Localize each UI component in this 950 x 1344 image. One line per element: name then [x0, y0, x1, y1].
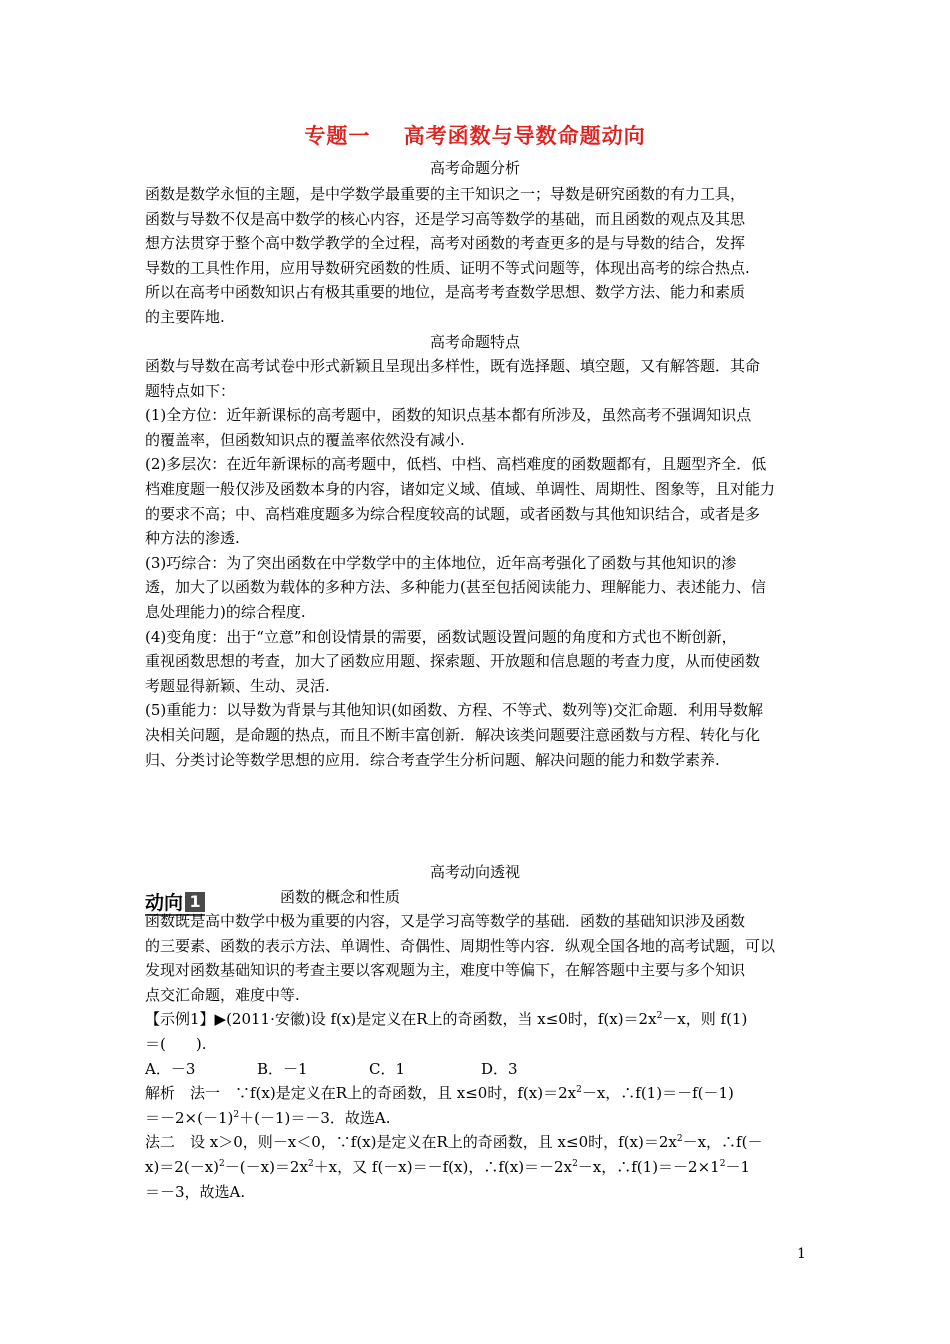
text-line: 所以在高考中函数知识占有极其重要的地位，是高考考查数学思想、数学方法、能力和素质: [145, 283, 746, 302]
text-line: 函数与导数不仅是高中数学的核心内容，还是学习高等数学的基础，而且函数的观点及其思: [145, 209, 746, 228]
solution-line: 解析 法一 ∵f(x)是定义在R上的奇函数，且 x≤0时，$f(x)=2x^2-x$，∴f(1)＝－f(－1): [145, 1084, 734, 1103]
text-line: (4)变角度：出于“立意”和创设情景的需要，函数试题设置问题的角度和方式也不断创新，: [145, 627, 737, 646]
text-line: 考题显得新颖、生动、灵活.: [145, 676, 330, 695]
text-line: 的要求不高；中、高档难度题多为综合程度较高的试题，或者函数与其他知识结合，或者是多: [145, 504, 761, 523]
text-line: 导数的工具性作用，应用导数研究函数的性质、证明不等式问题等，体现出高考的综合热点.: [145, 258, 750, 277]
text-line: 的覆盖率，但函数知识点的覆盖率依然没有减小.: [145, 430, 465, 449]
text-line: 档难度题一般仅涉及函数本身的内容，诸如定义域、值域、单调性、周期性、图象等，且对能力: [145, 479, 776, 498]
example-question-cont: ＝( ).: [145, 1034, 207, 1053]
text-line: 函数与导数在高考试卷中形式新颖且呈现出多样性，既有选择题、填空题，又有解答题．其命: [145, 357, 761, 375]
text-line: 函数是数学永恒的主题，是中学数学最重要的主干知识之一；导数是研究函数的有力工具，: [145, 185, 746, 203]
solution-line: $=-2\times(-1)^2+(-1)=-3$．故选A.: [145, 1108, 391, 1127]
text-line: 决相关问题，是命题的热点，而且不断丰富创新．解决该类问题要注意函数与方程、转化与化: [145, 725, 761, 744]
trend-badge-number: 1: [185, 892, 205, 912]
text-line: (1)全方位：近年新课标的高考题中，函数的知识点基本都有所涉及，虽然高考不强调知识点: [145, 406, 752, 425]
section-heading-analysis: 高考命题分析: [429, 159, 520, 177]
text-line: 函数既是高中数学中极为重要的内容，又是学习高等数学的基础．函数的基础知识涉及函数: [145, 912, 746, 930]
example-question: 【示例1】▶(2011·安徽)设 f(x)是定义在R上的奇函数，当 x≤0时，$f(x)=2x^2-x$，则 f(1): [145, 1010, 748, 1029]
text-line: 的主要阵地.: [145, 307, 225, 326]
section-heading-features: 高考命题特点: [429, 333, 520, 351]
paragraph-features: [145, 354, 810, 772]
text-line: (5)重能力：以导数为背景与其他知识(如函数、方程、不等式、数列等)交汇命题．利用导数解: [145, 701, 763, 720]
section-heading-trends: 高考动向透视: [429, 863, 520, 881]
solution-line: ＝－3，故选A.: [145, 1182, 246, 1201]
answer-options: [145, 1057, 810, 1082]
text-line: 息处理能力)的综合程度.: [145, 602, 306, 621]
trend-badge-label: 动向: [145, 892, 184, 914]
option-d: D．3: [481, 1059, 518, 1078]
text-line: 想方法贯穿于整个高中数学教学的全过程，高考对函数的考查更多的是与导数的结合，发挥: [145, 234, 746, 253]
trend-topic: 函数的概念和性质: [280, 888, 401, 906]
option-c: C．1: [369, 1059, 406, 1078]
paragraph-analysis: [145, 182, 810, 330]
text-line: 的三要素、函数的表示方法、单调性、奇偶性、周期性等内容．纵观全国各地的高考试题，可以: [145, 936, 776, 955]
text-line: 重视函数思想的考查，加大了函数应用题、探索题、开放题和信息题的考查力度，从而使函数: [145, 652, 761, 671]
text-line: 归、分类讨论等数学思想的应用．综合考查学生分析问题、解决问题的能力和数学素养.: [145, 750, 720, 769]
solution-line: $x)=2(-x)^2-(-x)=2x^2+x$，又 f(－x)＝－f(x)，$\therefore f(x)=-2x^2-x$，$\therefore f(1)=-2\times 1^2-1$: [145, 1157, 750, 1176]
text-line: 题特点如下：: [145, 381, 236, 400]
page-title: 专题一 高考函数与导数命题动向: [304, 124, 646, 148]
paragraph-trends: [145, 909, 810, 1204]
text-line: (2)多层次：在近年新课标的高考题中，低档、中档、高档难度的函数题都有，且题型齐全．低: [145, 455, 767, 474]
text-line: (3)巧综合：为了突出函数在中学数学中的主体地位，近年高考强化了函数与其他知识的渗: [145, 553, 737, 572]
page-number: 1: [797, 1246, 806, 1262]
solution-line: 法二 设 x＞0，则－x＜0，∵f(x)是定义在R上的奇函数，且 x≤0时，$f(x)=2x^2-x$，∴f(－: [145, 1133, 763, 1152]
text-line: 点交汇命题，难度中等.: [145, 985, 300, 1004]
option-b: B．－1: [257, 1059, 308, 1078]
text-line: 透，加大了以函数为载体的多种方法、多种能力(甚至包括阅读能力、理解能力、表述能力、信: [145, 578, 766, 597]
text-line: 发现对函数基础知识的考查主要以客观题为主，难度中等偏下，在解答题中主要与多个知识: [145, 961, 746, 980]
text-line: 种方法的渗透.: [145, 529, 240, 548]
option-a: A．－3: [145, 1059, 196, 1078]
